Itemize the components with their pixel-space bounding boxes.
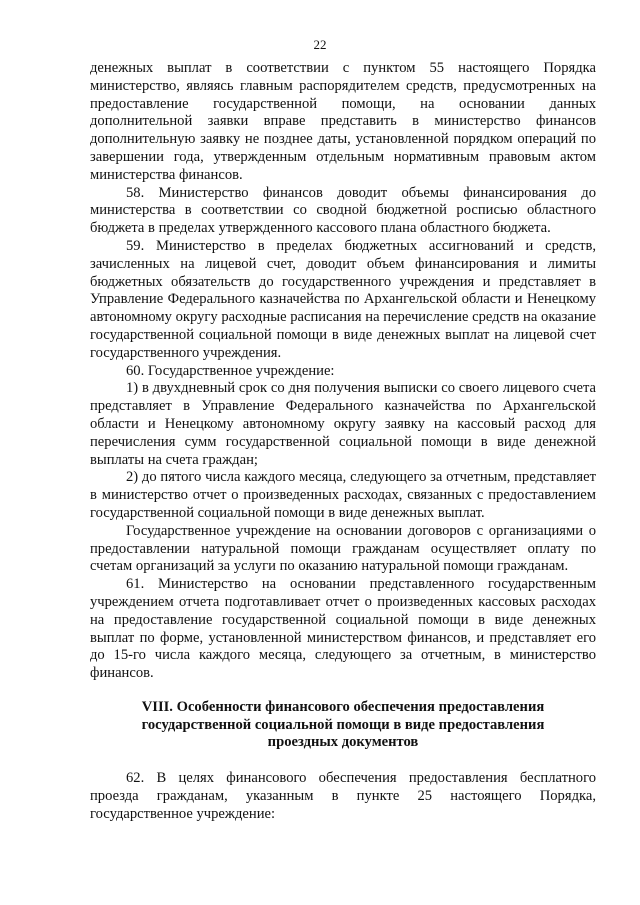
paragraph-61: 61. Министерство на основании представленного государственным учреждением отчета подготавливает отчет о произведенных кассовых расходах на предоставление государственной социальной помощи в виде денежных выплат по форме, установленной министерством финансов, и представляет его до 15-го числа каждого месяца, следующего за отчетным, в министерство финансов. [90,576,596,682]
paragraph-continuation: денежных выплат в соответствии с пунктом 55 настоящего Порядка министерство, являясь главным распорядителем средств, предусмотренных на предоставление государственной помощи, на основании данных дополнительной заявки вправе представить в министерство финансов дополнительную заявку не позднее даты, установленной порядком операций по завершении года, утвержденным отдельным нормативным правовым актом министерства финансов. [90,60,596,183]
page-number: 22 [313,37,327,52]
section-heading-viii [90,699,596,752]
section-heading-line: государственной социальной помощи в виде предоставления [141,716,545,733]
section-heading-line: VIII. Особенности финансового обеспечения предоставления [141,698,545,715]
paragraph-62: 62. В целях финансового обеспечения предоставления бесплатного проезда гражданам, указанным в пункте 25 настоящего Порядка, государственное учреждение: [90,770,596,822]
paragraph-58: 58. Министерство финансов доводит объемы финансирования до министерства в соответствии со сводной бюджетной росписью областного бюджета в пределах утвержденного кассового плана областного бюджета. [90,184,596,237]
paragraph-60: 60. Государственное учреждение: [126,362,335,379]
paragraph-60-item-2: 2) до пятого числа каждого месяца, следующего за отчетным, представляет в министерство отчет о произведенных расходах, связанных с предоставлением государственной социальной помощи в виде денежных выплат. [90,469,596,521]
paragraph-60-item-1: 1) в двухдневный срок со дня получения выписки со своего лицевого счета представляет в Управление Федерального казначейства по Архангельской области и Ненецкому автономному округу заявку на кассовый расход для перечисления сумм государственной социальной помощи в виде денежной выплаты на счета граждан; [90,380,596,468]
document-body [90,60,596,824]
paragraph-59: 59. Министерство в пределах бюджетных ассигнований и средств, зачисленных на лицевой счет, доводит объем финансирования и лимиты бюджетных обязательств до государственного учреждения и представляет в Управление Федерального казначейства по Архангельской области и Ненецкому автономному округу расходные расписания на перечисление средств на оказание государственной социальной помощи в виде денежных выплат на лицевой счет государственного учреждения. [90,237,596,361]
section-heading-line: проездных документов [267,734,419,751]
paragraph-natural-aid: Государственное учреждение на основании договоров с организациями о предоставлении натуральной помощи гражданам осуществляет оплату по счетам организаций за услуги по оказанию натуральной помощи гражданам. [90,522,596,575]
